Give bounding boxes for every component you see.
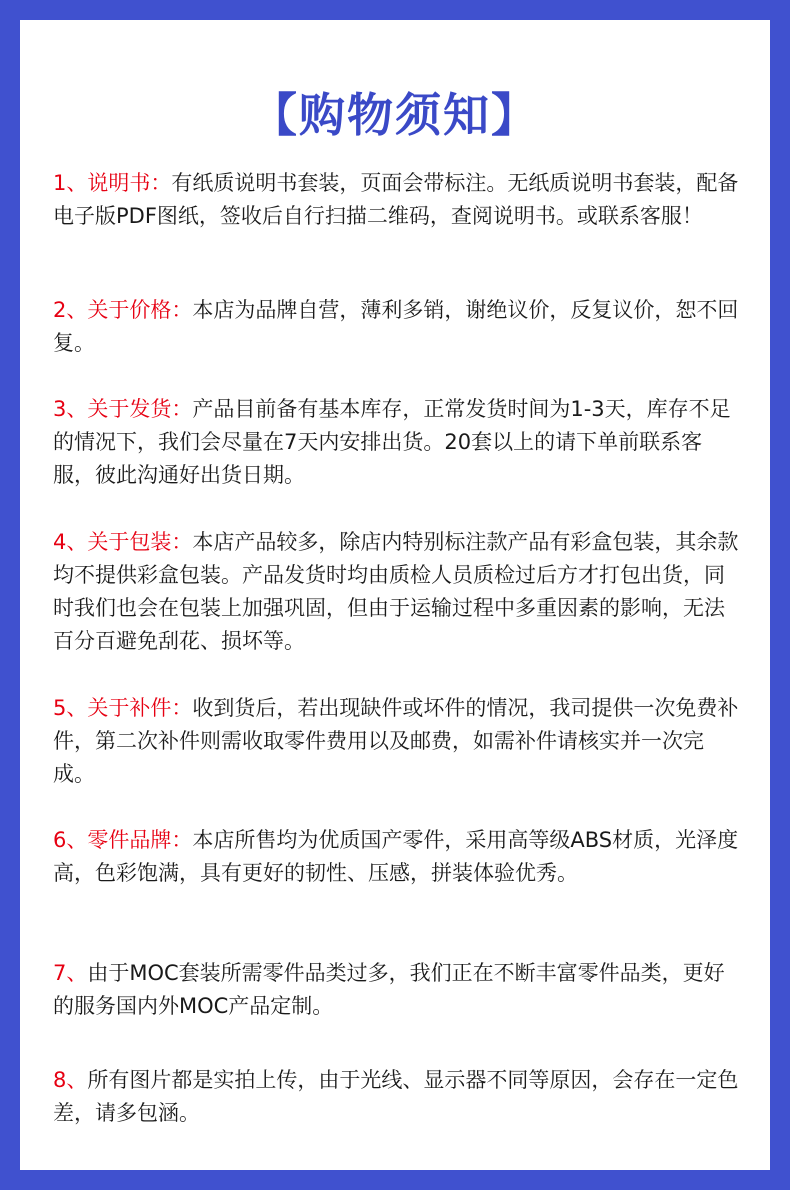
- notice-item-moc: [53, 957, 743, 1023]
- notice-label: 5、关于补件：: [53, 696, 193, 720]
- notice-label: 8、: [53, 1068, 88, 1092]
- notice-item-price: [53, 294, 743, 360]
- notice-label: 7、: [53, 961, 88, 985]
- notice-label: 2、关于价格：: [53, 298, 193, 322]
- notice-text: 产品目前备有基本库存，正常发货时间为1-3天，库存不足的情况下，我们会尽量在7天内安排出货。20套以上的请下单前联系客服，彼此沟通好出货日期。: [53, 397, 731, 487]
- notice-label: 3、关于发货：: [53, 397, 193, 421]
- notice-text: 本店所售均为优质国产零件，采用高等级ABS材质，光泽度高，色彩饱满，具有更好的韧性、压感，拼装体验优秀。: [53, 828, 739, 885]
- notice-text: 本店为品牌自营，薄利多销，谢绝议价，反复议价，恕不回复。: [53, 298, 739, 355]
- notice-item-shipping: [53, 393, 743, 492]
- notice-text: 由于MOC套装所需零件品类过多，我们正在不断丰富零件品类，更好的服务国内外MOC产品定制。: [53, 961, 725, 1018]
- notice-label: 1、说明书：: [53, 171, 172, 195]
- notice-text: 本店产品较多，除店内特别标注款产品有彩盒包装，其余款均不提供彩盒包装。产品发货时均由质检人员质检过后方才打包出货，同时我们也会在包装上加强巩固，但由于运输过程中多重因素的影响，无法百分百避免刮花、损坏等。: [53, 530, 739, 653]
- notice-panel: [20, 20, 770, 1170]
- notice-label: 6、零件品牌：: [53, 828, 193, 852]
- notice-text: 收到货后，若出现缺件或坏件的情况，我司提供一次免费补件，第二次补件则需收取零件费用以及邮费，如需补件请核实并一次完成。: [53, 696, 739, 786]
- notice-item-color: [53, 1064, 743, 1130]
- notice-text: 有纸质说明书套装，页面会带标注。无纸质说明书套装，配备电子版PDF图纸，签收后自行扫描二维码，查阅说明书。或联系客服！: [53, 171, 739, 228]
- notice-text: 所有图片都是实拍上传，由于光线、显示器不同等原因，会存在一定色差，请多包涵。: [53, 1068, 739, 1125]
- notice-item-packaging: [53, 526, 743, 658]
- notice-item-manual: [53, 167, 743, 233]
- page-title: 【购物须知】: [251, 88, 539, 142]
- notice-item-replacement: [53, 692, 743, 791]
- notice-label: 4、关于包装：: [53, 530, 193, 554]
- notice-item-brand: [53, 824, 743, 890]
